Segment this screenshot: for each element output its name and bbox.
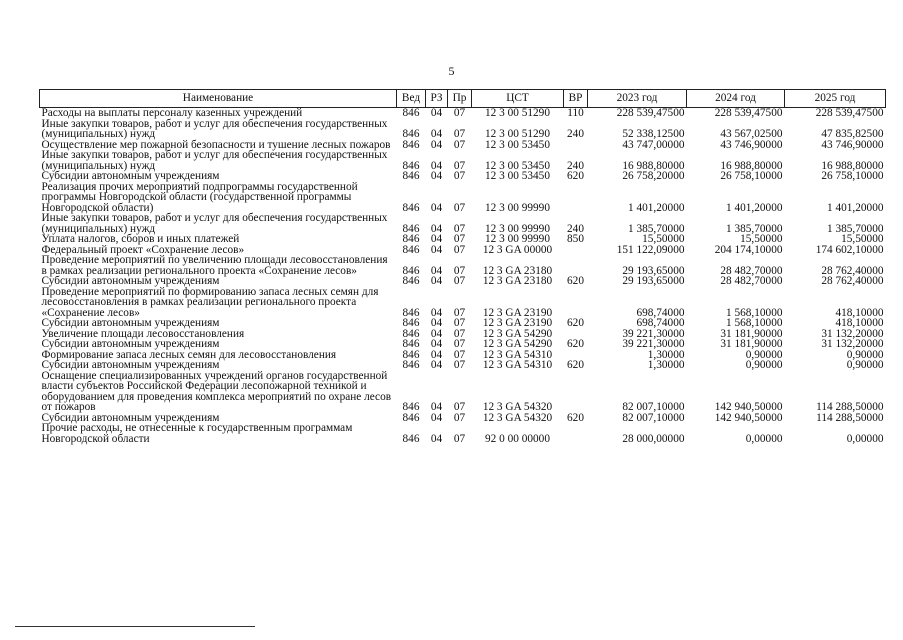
cell-rz: 04 xyxy=(430,348,443,361)
cell-ved: 846 xyxy=(402,107,420,119)
cell-vr xyxy=(564,140,588,151)
cell-ved: 846 xyxy=(402,359,420,371)
cell-cst: 12 3 GA 23180 xyxy=(482,264,553,277)
cell-rz: 04 xyxy=(430,306,443,319)
cell-pr: 07 xyxy=(453,317,466,329)
table-row xyxy=(40,371,886,413)
cell-amount-2025: 16 988,80000 xyxy=(821,159,884,172)
table-row xyxy=(40,360,886,371)
cell-rz: 04 xyxy=(430,401,443,413)
cell-pr: 07 xyxy=(453,170,466,182)
cell-cst: 12 3 GA 54320 xyxy=(482,401,553,413)
cell-rz: 04 xyxy=(430,159,443,172)
cell-vr: 240 xyxy=(567,222,584,235)
cell-amount-2023: 1 385,70000 xyxy=(628,222,685,235)
cell-amount-2023: 1 401,20000 xyxy=(628,201,685,214)
cell-pr: 07 xyxy=(453,275,466,287)
cell-name: Иные закупки товаров, работ и услуг для обеспечения государственных (муниципальных) нужд xyxy=(41,149,388,172)
cell-name: Увеличение площади лесовосстановления xyxy=(41,327,245,340)
cell-ved: 846 xyxy=(402,306,420,319)
cell-name: Прочие расходы, не отнесенные к государственным программам Новгородской области xyxy=(41,422,353,445)
table-row xyxy=(40,339,886,350)
cell-amount-2024: 142 940,50000 xyxy=(714,411,783,424)
cell-vr xyxy=(564,255,588,276)
cell-name: Иные закупки товаров, работ и услуг для обеспечения государственных (муниципальных) нужд xyxy=(41,117,388,140)
cell-amount-2023: 29 193,65000 xyxy=(622,264,685,277)
cell-amount-2023: 28 000,00000 xyxy=(622,432,685,445)
cell-amount-2023: 1,30000 xyxy=(647,359,685,371)
header-pr: Пр xyxy=(448,90,472,108)
cell-amount-2023: 15,50000 xyxy=(642,233,685,245)
cell-rz: 04 xyxy=(430,317,443,329)
cell-ved: 846 xyxy=(402,317,420,329)
cell-vr: 240 xyxy=(567,159,584,172)
cell-cst: 12 3 GA 00000 xyxy=(482,243,553,256)
cell-amount-2023: 16 988,80000 xyxy=(622,159,685,172)
cell-amount-2025: 28 762,40000 xyxy=(821,264,884,277)
cell-name: Субсидии автономным учреждениям xyxy=(41,411,220,424)
page-number: 5 xyxy=(448,64,455,78)
cell-amount-2023: 1,30000 xyxy=(647,348,685,361)
cell-vr: 620 xyxy=(567,317,584,329)
cell-rz: 04 xyxy=(430,327,443,340)
cell-amount-2025: 228 539,47500 xyxy=(815,107,884,119)
cell-pr: 07 xyxy=(453,201,466,214)
cell-cst: 12 3 GA 54310 xyxy=(482,348,553,361)
cell-amount-2024: 1 401,20000 xyxy=(726,201,783,214)
cell-amount-2024: 26 758,10000 xyxy=(720,170,783,182)
header-2025: 2025 год xyxy=(785,90,886,108)
cell-amount-2024: 43 746,90000 xyxy=(720,138,783,151)
cell-name: Осуществление мер пожарной безопасности и тушение лесных пожаров xyxy=(41,138,391,151)
cell-rz: 04 xyxy=(430,138,443,151)
cell-vr: 240 xyxy=(567,128,584,140)
table-row xyxy=(40,423,886,444)
cell-pr: 07 xyxy=(453,222,466,235)
cell-amount-2024: 1 568,10000 xyxy=(726,306,783,319)
cell-name: Уплата налогов, сборов и иных платежей xyxy=(41,233,240,245)
cell-amount-2025: 47 835,82500 xyxy=(821,128,884,140)
header-ved: Вед xyxy=(397,90,426,108)
cell-vr: 850 xyxy=(567,233,584,245)
cell-vr xyxy=(564,287,588,319)
cell-ved: 846 xyxy=(402,348,420,361)
cell-amount-2024: 16 988,80000 xyxy=(720,159,783,172)
cell-name: Проведение мероприятий по формированию запаса лесных семян для лесовосстановления в рамках реализации регионального проекта «Сохранение лесов» xyxy=(41,285,379,319)
cell-vr: 620 xyxy=(567,359,584,371)
cell-pr: 07 xyxy=(453,401,466,413)
cell-amount-2023: 151 122,09000 xyxy=(616,243,685,256)
cell-cst: 12 3 00 53450 xyxy=(485,170,550,182)
cell-pr: 07 xyxy=(453,159,466,172)
cell-rz: 04 xyxy=(430,170,443,182)
cell-ved: 846 xyxy=(402,233,420,245)
cell-amount-2023: 52 338,12500 xyxy=(622,128,685,140)
cell-rz: 04 xyxy=(430,338,443,350)
header-rz: РЗ xyxy=(426,90,448,108)
cell-ved: 846 xyxy=(402,159,420,172)
cell-cst: 12 3 00 53450 xyxy=(485,138,550,151)
cell-ved: 846 xyxy=(402,138,420,151)
table-row xyxy=(40,150,886,171)
header-cst: ЦСТ xyxy=(472,90,564,108)
cell-vr xyxy=(564,182,588,214)
table-row xyxy=(40,108,886,119)
cell-cst: 12 3 GA 54320 xyxy=(482,411,553,424)
cell-amount-2024: 1 385,70000 xyxy=(726,222,783,235)
cell-amount-2024: 228 539,47500 xyxy=(714,107,783,119)
table-row xyxy=(40,318,886,329)
cell-cst: 12 3 GA 23180 xyxy=(482,275,553,287)
cell-pr: 07 xyxy=(453,359,466,371)
cell-amount-2023: 39 221,30000 xyxy=(622,338,685,350)
cell-vr: 620 xyxy=(567,170,584,182)
cell-name: Субсидии автономным учреждениям xyxy=(41,317,220,329)
cell-ved: 846 xyxy=(402,243,420,256)
cell-cst: 92 0 00 00000 xyxy=(485,432,550,445)
cell-amount-2024: 142 940,50000 xyxy=(714,401,783,413)
cell-amount-2025: 174 602,10000 xyxy=(815,243,884,256)
cell-cst: 12 3 GA 23190 xyxy=(482,306,553,319)
cell-amount-2025: 15,50000 xyxy=(841,233,884,245)
cell-rz: 04 xyxy=(430,411,443,424)
cell-ved: 846 xyxy=(402,275,420,287)
cell-amount-2025: 31 132,20000 xyxy=(821,338,884,350)
cell-amount-2024: 1 568,10000 xyxy=(726,317,783,329)
cell-amount-2023: 29 193,65000 xyxy=(622,275,685,287)
cell-amount-2024: 31 181,90000 xyxy=(720,338,783,350)
cell-amount-2025: 43 746,90000 xyxy=(821,138,884,151)
cell-amount-2024: 0,90000 xyxy=(745,348,783,361)
cell-vr: 110 xyxy=(567,107,584,119)
cell-ved: 846 xyxy=(402,432,420,445)
footer-divider xyxy=(15,626,255,627)
cell-cst: 12 3 00 99990 xyxy=(485,201,550,214)
cell-name: Оснащение специализированных учреждений органов государственной власти субъектов Российской Федерации лесопожарной техникой и оборудованием для проведения комплекса мероприятий по охране лесов от пожаров xyxy=(41,369,392,413)
cell-amount-2025: 114 288,50000 xyxy=(816,411,884,424)
header-2023: 2023 год xyxy=(588,90,687,108)
budget-table xyxy=(39,89,886,444)
cell-name: Формирование запаса лесных семян для лесовосстановления xyxy=(41,348,337,361)
header-2024: 2024 год xyxy=(687,90,785,108)
cell-amount-2023: 26 758,20000 xyxy=(622,170,685,182)
cell-cst: 12 3 00 51290 xyxy=(485,107,550,119)
cell-amount-2023: 39 221,30000 xyxy=(622,327,685,340)
cell-name: Субсидии автономным учреждениям xyxy=(41,170,220,182)
cell-cst: 12 3 00 51290 xyxy=(485,128,550,140)
cell-cst: 12 3 00 53450 xyxy=(485,159,550,172)
cell-amount-2024: 43 567,02500 xyxy=(720,128,783,140)
cell-amount-2025: 418,10000 xyxy=(835,317,884,329)
cell-amount-2024: 204 174,10000 xyxy=(714,243,783,256)
cell-amount-2023: 698,74000 xyxy=(636,317,685,329)
table-row xyxy=(40,255,886,276)
cell-pr: 07 xyxy=(453,138,466,151)
cell-rz: 04 xyxy=(430,359,443,371)
cell-amount-2025: 26 758,10000 xyxy=(821,170,884,182)
cell-amount-2025: 1 385,70000 xyxy=(827,222,884,235)
cell-ved: 846 xyxy=(402,401,420,413)
cell-rz: 04 xyxy=(430,275,443,287)
cell-rz: 04 xyxy=(430,222,443,235)
table-row xyxy=(40,287,886,319)
cell-ved: 846 xyxy=(402,411,420,424)
cell-ved: 846 xyxy=(402,264,420,277)
cell-name: Реализация прочих мероприятий подпрограммы государственной программы Новгородской области (государственной программы Новгородской области) xyxy=(41,180,358,214)
cell-pr: 07 xyxy=(453,233,466,245)
table-row xyxy=(40,276,886,287)
table-row xyxy=(40,213,886,234)
table-row xyxy=(40,119,886,140)
cell-cst: 12 3 GA 54290 xyxy=(482,338,553,350)
cell-vr xyxy=(564,245,588,256)
cell-ved: 846 xyxy=(402,327,420,340)
cell-pr: 07 xyxy=(453,327,466,340)
cell-amount-2024: 31 181,90000 xyxy=(720,327,783,340)
cell-amount-2025: 1 401,20000 xyxy=(827,201,884,214)
cell-cst: 12 3 GA 54310 xyxy=(482,359,553,371)
cell-cst: 12 3 00 99990 xyxy=(485,233,550,245)
cell-pr: 07 xyxy=(453,128,466,140)
table-row xyxy=(40,234,886,245)
cell-amount-2025: 0,90000 xyxy=(846,348,884,361)
cell-vr xyxy=(564,423,588,444)
cell-rz: 04 xyxy=(430,432,443,445)
cell-ved: 846 xyxy=(402,201,420,214)
cell-amount-2024: 28 482,70000 xyxy=(720,275,783,287)
table-header-row xyxy=(40,90,886,108)
table-row xyxy=(40,182,886,214)
cell-vr: 620 xyxy=(567,275,584,287)
cell-pr: 07 xyxy=(453,411,466,424)
cell-ved: 846 xyxy=(402,128,420,140)
header-name: Наименование xyxy=(40,90,397,108)
cell-cst: 12 3 GA 23190 xyxy=(482,317,553,329)
cell-name: Проведение мероприятий по увеличению площади лесовосстановления в рамках реализации регионального проекта «Сохранение лесов» xyxy=(41,254,388,277)
cell-name: Расходы на выплаты персоналу казенных учреждений xyxy=(41,107,303,119)
cell-ved: 846 xyxy=(402,338,420,350)
cell-ved: 846 xyxy=(402,222,420,235)
cell-amount-2024: 0,00000 xyxy=(745,432,783,445)
cell-amount-2023: 82 007,10000 xyxy=(622,401,685,413)
cell-vr: 620 xyxy=(567,411,584,424)
cell-rz: 04 xyxy=(430,107,443,119)
cell-rz: 04 xyxy=(430,243,443,256)
cell-amount-2023: 43 747,00000 xyxy=(622,138,685,151)
cell-pr: 07 xyxy=(453,107,466,119)
cell-cst: 12 3 00 99990 xyxy=(485,222,550,235)
cell-amount-2025: 0,90000 xyxy=(846,359,884,371)
cell-amount-2024: 0,90000 xyxy=(745,359,783,371)
cell-name: Субсидии автономным учреждениям xyxy=(41,359,220,371)
cell-amount-2025: 114 288,50000 xyxy=(816,401,884,413)
cell-amount-2025: 418,10000 xyxy=(835,306,884,319)
cell-amount-2025: 0,00000 xyxy=(846,432,884,445)
cell-vr: 620 xyxy=(567,338,584,350)
cell-rz: 04 xyxy=(430,128,443,140)
cell-rz: 04 xyxy=(430,264,443,277)
cell-rz: 04 xyxy=(430,233,443,245)
header-vr: ВР xyxy=(564,90,588,108)
cell-amount-2023: 82 007,10000 xyxy=(622,411,685,424)
cell-cst: 12 3 GA 54290 xyxy=(482,327,553,340)
cell-ved: 846 xyxy=(402,170,420,182)
cell-amount-2024: 15,50000 xyxy=(740,233,783,245)
cell-amount-2025: 28 762,40000 xyxy=(821,275,884,287)
cell-amount-2024: 28 482,70000 xyxy=(720,264,783,277)
cell-name: Иные закупки товаров, работ и услуг для обеспечения государственных (муниципальных) нужд xyxy=(41,212,388,235)
cell-vr xyxy=(564,371,588,413)
cell-amount-2023: 228 539,47500 xyxy=(616,107,685,119)
cell-name: Субсидии автономным учреждениям xyxy=(41,338,220,350)
cell-rz: 04 xyxy=(430,201,443,214)
cell-pr: 07 xyxy=(453,432,466,445)
cell-name: Субсидии автономным учреждениям xyxy=(41,275,220,287)
cell-pr: 07 xyxy=(453,306,466,319)
cell-pr: 07 xyxy=(453,264,466,277)
cell-pr: 07 xyxy=(453,348,466,361)
cell-pr: 07 xyxy=(453,243,466,256)
table-row xyxy=(40,171,886,182)
cell-pr: 07 xyxy=(453,338,466,350)
cell-amount-2025: 31 132,20000 xyxy=(821,327,884,340)
cell-amount-2023: 698,74000 xyxy=(636,306,685,319)
cell-name: Федеральный проект «Сохранение лесов» xyxy=(41,243,245,256)
